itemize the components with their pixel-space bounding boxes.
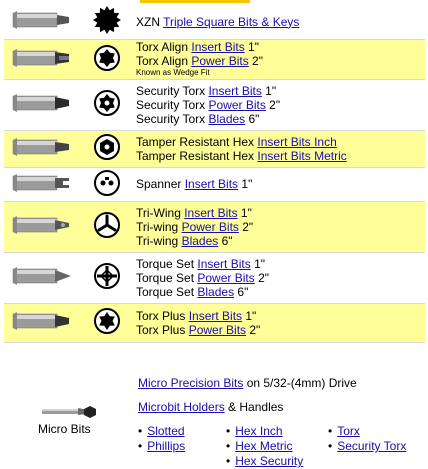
- bit-image-cell: [4, 252, 82, 303]
- bit-line: [136, 15, 425, 29]
- bit-row: [4, 252, 425, 303]
- bit-link[interactable]: Blades: [181, 233, 219, 248]
- micro-col-3: [328, 424, 406, 454]
- bit-line: [136, 98, 425, 112]
- bit-size-text: 1": [238, 177, 253, 191]
- bit-row: [4, 303, 425, 342]
- bit-image[interactable]: [11, 214, 75, 236]
- bullet-icon: •: [226, 454, 231, 468]
- bit-size-text: 2": [246, 322, 261, 337]
- bit-image[interactable]: [11, 9, 75, 31]
- micro-type-item: [138, 439, 185, 454]
- spanner-icon: [92, 168, 122, 198]
- bit-line: [136, 112, 425, 126]
- micro-col-2: [226, 424, 303, 469]
- bit-size-text: 1": [242, 308, 257, 323]
- bit-image[interactable]: [11, 47, 75, 69]
- bit-note: Known as Wedge Fit: [136, 68, 210, 77]
- bit-size-text: 2": [248, 54, 263, 68]
- tamper-hex-icon: [92, 132, 122, 162]
- micro-type-item: [226, 424, 303, 439]
- bit-image[interactable]: [11, 172, 75, 194]
- drive-symbol-cell: [82, 79, 132, 130]
- bit-type-text: Security Torx: [136, 97, 209, 112]
- bit-type-text: Tri-wing: [136, 219, 182, 234]
- bit-description: [132, 167, 425, 201]
- micro-bits-section: [4, 372, 425, 469]
- drive-symbol-cell: [82, 167, 132, 201]
- bit-link[interactable]: Power Bits: [188, 322, 247, 337]
- bit-line: [136, 206, 425, 220]
- micro-type-item: [138, 424, 185, 439]
- bit-type-text: XZN: [136, 14, 164, 29]
- bit-description: [132, 303, 425, 342]
- bit-type-text: Tri-wing: [136, 233, 182, 248]
- bit-link[interactable]: Insert Bits: [208, 83, 262, 98]
- bit-image-cell: [4, 130, 82, 167]
- drive-symbol-cell: [82, 303, 132, 342]
- bit-image[interactable]: [11, 310, 75, 332]
- bit-line: [136, 84, 425, 98]
- bit-link[interactable]: Insert Bits Metric: [257, 148, 347, 163]
- bit-type-text: Security Torx: [136, 111, 209, 126]
- bit-type-text: Tri-Wing: [136, 205, 185, 220]
- bit-line: [136, 220, 425, 234]
- bit-image[interactable]: [11, 265, 75, 287]
- bit-description: [132, 79, 425, 130]
- bits-table: [4, 5, 425, 343]
- micro-precision-link[interactable]: Micro Precision Bits: [138, 376, 244, 390]
- bit-image-cell: [4, 201, 82, 252]
- torx-align-icon: [92, 43, 122, 73]
- bit-image-cell: [4, 5, 82, 39]
- micro-type-link[interactable]: Security Torx: [337, 439, 407, 453]
- bit-description: [132, 201, 425, 252]
- bit-row: [4, 201, 425, 252]
- bit-size-text: 1": [237, 205, 252, 220]
- bullet-icon: •: [328, 439, 333, 453]
- bit-size-text: 1": [244, 40, 259, 54]
- bit-line: [136, 323, 425, 337]
- bit-type-text: Torque Set: [136, 284, 198, 299]
- bit-line: [136, 234, 425, 248]
- bit-row: [4, 130, 425, 167]
- bit-size-text: 6": [218, 233, 233, 248]
- bit-link[interactable]: Power Bits: [197, 270, 255, 285]
- drive-symbol-cell: [82, 130, 132, 167]
- bit-image-cell: [4, 167, 82, 201]
- bullet-icon: •: [226, 424, 231, 438]
- micro-type-item: [226, 454, 303, 469]
- bit-type-text: Tamper Resistant Hex: [136, 148, 258, 163]
- micro-bits-label: Micro Bits: [38, 422, 91, 436]
- bit-link[interactable]: Insert Bits Inch: [257, 134, 337, 149]
- xzn-icon: [92, 5, 122, 35]
- drive-symbol-cell: [82, 5, 132, 39]
- bit-image-cell: [4, 39, 82, 79]
- micro-bit-image[interactable]: [40, 402, 100, 422]
- micro-type-link[interactable]: Hex Security: [235, 454, 304, 468]
- micro-col-1: [138, 424, 185, 454]
- drive-symbol-cell: [82, 201, 132, 252]
- bit-size-text: 2": [265, 97, 281, 112]
- bit-description: [132, 5, 425, 39]
- bit-line: [136, 271, 425, 285]
- bit-line: [136, 177, 425, 191]
- micro-type-item: [226, 439, 303, 454]
- bit-link[interactable]: Triple Square Bits & Keys: [163, 14, 300, 29]
- bit-type-text: Spanner: [136, 177, 185, 191]
- bit-row: [4, 79, 425, 130]
- bit-size-text: 1": [250, 256, 266, 271]
- bit-link[interactable]: Insert Bits: [184, 177, 239, 191]
- bit-description: [132, 130, 425, 167]
- micro-type-link[interactable]: Slotted: [147, 424, 185, 438]
- bit-type-text: Torx Align: [136, 40, 192, 54]
- tri-wing-icon: [92, 210, 122, 240]
- bit-image[interactable]: [11, 136, 75, 158]
- micro-type-link[interactable]: Torx: [337, 424, 360, 438]
- bit-line: [136, 309, 425, 323]
- micro-type-link[interactable]: Hex Metric: [235, 439, 293, 453]
- micro-type-link[interactable]: Phillips: [147, 439, 186, 453]
- micro-precision-line: [138, 376, 357, 390]
- bit-link[interactable]: Blades: [208, 111, 246, 126]
- bit-row: [4, 5, 425, 39]
- microbit-holders-line: [138, 400, 283, 414]
- bit-type-text: Security Torx: [136, 83, 209, 98]
- bit-type-text: Torx Plus: [136, 308, 189, 323]
- bit-image-cell: [4, 303, 82, 342]
- top-accent-bar: [140, 0, 250, 3]
- bit-type-text: Torque Set: [136, 270, 198, 285]
- micro-precision-suffix: on 5/32-(4mm) Drive: [243, 376, 357, 390]
- torx-plus-icon: [92, 306, 122, 336]
- torque-set-icon: [92, 261, 122, 291]
- bullet-icon: •: [138, 424, 143, 438]
- drive-symbol-cell: [82, 39, 132, 79]
- bit-link[interactable]: Power Bits: [208, 97, 266, 112]
- micro-type-link[interactable]: Hex Inch: [235, 424, 283, 438]
- bullet-icon: •: [226, 439, 231, 453]
- bit-line: [136, 285, 425, 299]
- bit-link[interactable]: Insert Bits: [188, 308, 243, 323]
- bit-link[interactable]: Insert Bits: [197, 256, 251, 271]
- bit-row: [4, 39, 425, 79]
- bullet-icon: •: [328, 424, 333, 438]
- bit-line: [136, 40, 425, 54]
- bit-link[interactable]: Blades: [197, 284, 235, 299]
- bullet-icon: •: [138, 439, 143, 453]
- bit-type-text: Torque Set: [136, 256, 198, 271]
- bit-row: [4, 167, 425, 201]
- bit-size-text: 6": [234, 284, 249, 299]
- bit-link[interactable]: Insert Bits: [184, 205, 238, 220]
- micro-type-item: [328, 439, 406, 454]
- bit-size-text: 2": [254, 270, 270, 285]
- microbit-holders-suffix: & Handles: [224, 400, 284, 414]
- bit-description: [132, 39, 425, 79]
- bit-image-cell: [4, 79, 82, 130]
- bit-size-text: 6": [245, 111, 260, 126]
- bit-size-text: 2": [238, 219, 254, 234]
- bit-link[interactable]: Power Bits: [181, 219, 239, 234]
- bit-type-text: Torx Plus: [136, 322, 189, 337]
- bit-size-text: 1": [261, 83, 277, 98]
- bit-line: [136, 54, 425, 68]
- bit-line: [136, 257, 425, 271]
- bit-line: [136, 149, 425, 163]
- bit-line: [136, 135, 425, 149]
- bit-link[interactable]: Power Bits: [191, 54, 249, 68]
- bit-description: [132, 252, 425, 303]
- bit-link[interactable]: Insert Bits: [191, 40, 245, 54]
- micro-bits-cell: [4, 372, 132, 469]
- microbit-holders-link[interactable]: Microbit Holders: [138, 400, 225, 414]
- security-torx-icon: [92, 88, 122, 118]
- drive-symbol-cell: [82, 252, 132, 303]
- bit-type-text: Tamper Resistant Hex: [136, 134, 258, 149]
- bit-type-text: Torx Align: [136, 54, 192, 68]
- micro-type-item: [328, 424, 406, 439]
- bit-image[interactable]: [11, 92, 75, 114]
